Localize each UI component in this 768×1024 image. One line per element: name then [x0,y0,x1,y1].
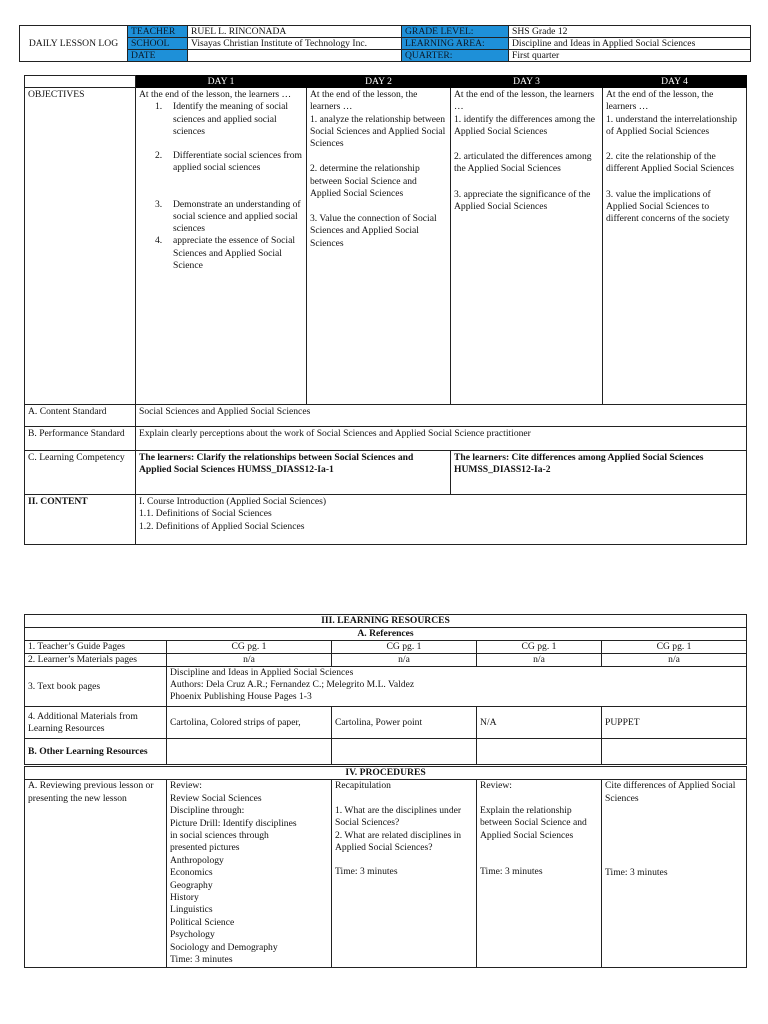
list-item: Geography [170,879,213,891]
textbook-value [167,667,747,707]
table-cell [332,739,477,765]
learning-competency-row [25,451,747,495]
lesson-table [24,75,747,545]
quarter-label: QUARTER: [402,50,509,62]
date-value [188,50,402,62]
content-line: I. Course Introduction (Applied Social Sciences) [139,496,327,507]
teacher-label: TEACHER [128,26,188,38]
objectives-day-4-lead: At the end of the lesson, the learners … [606,89,714,113]
day-header-blank [25,76,136,88]
procedures-day-3-time: Time: 3 minutes [480,866,543,878]
learning-resources-table [24,614,747,765]
procedures-day-3-intro: Review: [480,780,512,792]
content-line: 1.2. Definitions of Applied Social Sciences [139,520,305,532]
references-title: A. References [25,628,747,641]
list-item: Discipline through: [170,805,245,817]
procedures-day-2-intro: Recapitulation [335,780,391,792]
objectives-day-4 [603,88,747,405]
other-resources-label: B. Other Learning Resources [25,739,167,765]
list-item: Picture Drill: Identify disciplines [170,817,297,829]
table-cell: CG pg. 1 [477,641,602,654]
textbook-line: Discipline and Ideas in Applied Social Sciences [170,667,354,678]
content-standard-label: A. Content Standard [25,405,136,427]
content-value [136,495,747,545]
list-item: History [170,892,199,904]
header-table [19,25,751,62]
day-2-header: DAY 2 [307,76,451,88]
objectives-day-2-lead: At the end of the lesson, the learners … [310,89,418,113]
table-row [25,654,747,667]
reviewing-lesson-label: A. Reviewing previous lesson or presenting the new lesson [25,780,167,967]
procedures-day-2-question-1: 1. What are the disciplines under Social Sciences? [335,804,462,829]
list-item: 2. Differentiate social sciences from applied social sciences [155,150,303,174]
procedures-day-3 [477,780,602,967]
procedures-day-2 [332,780,477,967]
table-cell: CG pg. 1 [602,641,747,654]
table-cell: n/a [477,654,602,667]
content-row [25,495,747,545]
objectives-day-4-item-3: 3. value the implications of Applied Social Sciences to different concerns of the society [606,188,730,225]
objectives-day-1-lead: At the end of the lesson, the learners … [139,89,292,100]
learning-resources-title: III. LEARNING RESOURCES [25,615,747,628]
list-item: Anthropology [170,854,224,866]
objectives-row [25,88,747,405]
list-item: Linguistics [170,904,213,916]
list-item: Economics [170,867,213,879]
objectives-day-1-list [139,101,303,272]
procedures-day-2-time: Time: 3 minutes [335,866,398,878]
learning-competency-day-1-2: The learners: Clarify the relationships between Social Sciences and Applied Social Sciences HUMSS_DIASS12-Ia-1 [136,451,451,495]
table-row [25,641,747,654]
day-3-header: DAY 3 [451,76,603,88]
table-row [25,707,747,739]
content-line: 1.1. Definitions of Social Sciences [139,508,272,520]
list-item: Time: 3 minutes [170,954,233,966]
table-cell: Cartolina, Colored strips of paper, [167,707,332,739]
table-cell: n/a [602,654,747,667]
list-item: Political Science [170,916,235,928]
quarter-value: First quarter [509,50,751,62]
table-cell: N/A [477,707,602,739]
table-cell [167,739,332,765]
teachers-guide-label: 1. Teacher’s Guide Pages [25,641,167,654]
procedures-table [24,766,747,968]
table-row [25,667,747,707]
school-label: SCHOOL [128,38,188,50]
objectives-day-2 [307,88,451,405]
additional-materials-label: 4. Additional Materials from Learning Resources [25,707,167,739]
learning-competency-day-3-4: The learners: Cite differences among Applied Social Sciences HUMSS_DIASS12-Ia-2 [451,451,747,495]
list-item: Psychology [170,929,215,941]
date-label: DATE [128,50,188,62]
school-value: Visayas Christian Institute of Technology Inc. [188,38,402,50]
objectives-day-3-item-1: 1. identify the differences among the Applied Social Sciences [454,113,596,137]
grade-level-label: GRADE LEVEL: [402,26,509,38]
learning-competency-label: C. Learning Competency [25,451,136,495]
list-item: Sociology and Demography [170,941,278,953]
table-cell: n/a [167,654,332,667]
table-cell: n/a [332,654,477,667]
list-item: 3. Demonstrate an understanding of social science and applied social sciences [155,198,301,235]
list-item: 1. Identify the meaning of social sciences and applied social sciences [155,101,289,137]
day-4-header: DAY 4 [603,76,747,88]
table-cell: PUPPET [602,707,747,739]
procedures-day-4-time: Time: 3 minutes [605,867,668,879]
learners-materials-label: 2. Learner’s Materials pages [25,654,167,667]
procedures-day-4 [602,780,747,967]
day-1-header: DAY 1 [136,76,307,88]
procedures-title: IV. PROCEDURES [25,767,747,780]
textbook-label: 3. Text book pages [25,667,167,707]
table-cell [602,739,747,765]
performance-standard-label: B. Performance Standard [25,427,136,451]
objectives-day-3-item-2: 2. articulated the differences among the Applied Social Sciences [454,151,592,175]
table-row [25,780,747,967]
performance-standard-row [25,427,747,451]
procedures-day-1 [167,780,332,967]
table-cell: Cartolina, Power point [332,707,477,739]
objectives-day-3 [451,88,603,405]
list-item: in social sciences through [170,830,269,842]
objectives-day-1 [136,88,307,405]
day-header-row [25,76,747,88]
textbook-line: Authors: Dela Cruz A.R.; Fernandez C.; Melegrito M.L. Valdez [170,679,415,690]
objectives-day-3-item-3: 3. appreciate the significance of the Applied Social Sciences [454,188,591,212]
list-item: Review Social Sciences [170,792,262,804]
objectives-day-2-item-1: 1. analyze the relationship between Social Sciences and Applied Social Sciences [310,113,446,150]
learning-area-value: Discipline and Ideas in Applied Social Sciences [509,38,751,50]
procedures-day-2-question-2: 2. What are related disciplines in Applied Social Sciences? [335,829,462,854]
procedures-day-4-task: Cite differences of Applied Social Sciences [605,780,736,804]
objectives-day-4-item-2: 2. cite the relationship of the different Applied Social Sciences [606,151,734,175]
content-standard-value: Social Sciences and Applied Social Sciences [136,405,747,427]
list-item: 4. appreciate the essence of Social Sciences and Applied Social Science [155,235,295,271]
list-item: Review: [170,780,202,792]
list-item: presented pictures [170,842,240,854]
procedures-day-3-task: Explain the relationship between Social Science and Applied Social Sciences [480,804,587,841]
grade-level-value: SHS Grade 12 [509,26,751,38]
table-cell [477,739,602,765]
objectives-day-4-item-1: 1. understand the interrelationship of Applied Social Sciences [606,113,738,137]
content-standard-row [25,405,747,427]
table-row [25,739,747,765]
learning-area-label: LEARNING AREA: [402,38,509,50]
table-cell: CG pg. 1 [167,641,332,654]
table-cell: CG pg. 1 [332,641,477,654]
performance-standard-value: Explain clearly perceptions about the work of Social Sciences and Applied Social Science practitioner [136,427,747,451]
teacher-value: RUEL L. RINCONADA [188,26,402,38]
objectives-day-2-item-2: 2. determine the relationship between Social Science and Applied Social Sciences [310,163,420,199]
objectives-label: OBJECTIVES [25,88,136,405]
textbook-line: Phoenix Publishing House Pages 1-3 [170,691,312,702]
objectives-day-2-item-3: 3. Value the connection of Social Sciences and Applied Social Sciences [310,213,437,249]
objectives-day-3-lead: At the end of the lesson, the learners … [454,89,595,113]
content-label: II. CONTENT [25,495,136,545]
document-title: DAILY LESSON LOG [20,26,128,62]
